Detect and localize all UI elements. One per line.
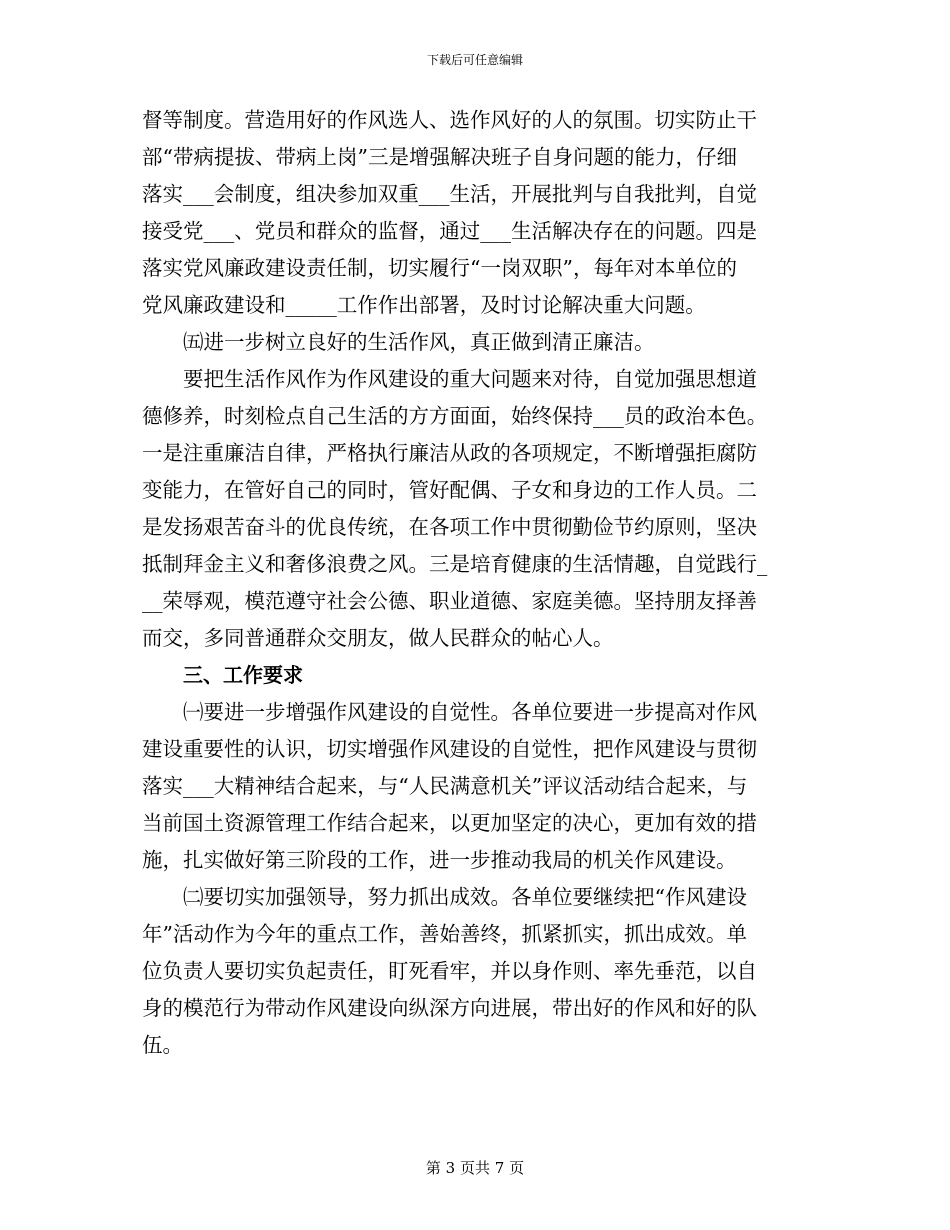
body-line: 建设重要性的认识，切实增强作风建设的自觉性，把作风建设与贯彻 — [142, 737, 757, 761]
body-line: 伍。 — [142, 1033, 183, 1057]
body-line: 落实党风廉政建设责任制，切实履行“一岗双职”，每年对本单位的 — [142, 256, 737, 280]
body-line: 变能力，在管好自己的同时，管好配偶、子女和身边的工作人员。二 — [142, 478, 757, 502]
document-body — [142, 102, 810, 1064]
body-line: 当前国土资源管理工作结合起来，以更加坚定的决心，更加有效的措 — [142, 811, 757, 835]
body-line: 身的模范行为带动作风建设向纵深方向进展，带出好的作风和好的队 — [142, 996, 757, 1020]
section-heading: 三、工作要求 — [183, 663, 303, 687]
body-line: 位负责人要切实负起责任，盯死看牢，并以身作则、率先垂范，以自 — [142, 959, 757, 983]
body-line: 党风廉政建设和_____工作作出部署，及时讨论解决重大问题。 — [142, 293, 706, 317]
body-line: 落实___大精神结合起来，与“人民满意机关”评议活动结合起来，与 — [142, 774, 748, 798]
body-line: 而交，多同普通群众交朋友，做人民群众的帖心人。 — [142, 626, 614, 650]
paragraph-first-line: ㈡要切实加强领导，努力抓出成效。各单位要继续把“作风建设 — [183, 885, 747, 909]
body-line: __荣辱观，模范遵守社会公德、职业道德、家庭美德。坚持朋友择善 — [142, 589, 757, 613]
body-line: 一是注重廉洁自律，严格执行廉洁从政的各项规定，不断增强拒腐防 — [142, 441, 757, 465]
paragraph-first-line: ㈠要进一步增强作风建设的自觉性。各单位要进一步提高对作风 — [183, 700, 757, 724]
paragraph-first-line: 要把生活作风作为作风建设的重大问题来对待，自觉加强思想道 — [183, 367, 757, 391]
body-line: 接受党___、党员和群众的监督，通过___生活解决存在的问题。四是 — [142, 219, 757, 243]
body-line: 年”活动作为今年的重点工作，善始善终，抓紧抓实，抓出成效。单 — [142, 922, 747, 946]
body-line: 落实___会制度，组决参加双重___生活，开展批判与自我批判，自觉 — [142, 182, 757, 206]
body-line: 部“带病提拔、带病上岗”三是增强解决班子自身问题的能力，仔细 — [142, 145, 737, 169]
page-footer: 第 3 页共 7 页 — [425, 1159, 525, 1177]
subsection-heading: ㈤进一步树立良好的生活作风，真正做到清正廉洁。 — [183, 330, 655, 354]
body-line: 抵制拜金主义和奢侈浪费之风。三是培育健康的生活情趣，自觉践行_ — [142, 552, 768, 576]
body-line: 施，扎实做好第三阶段的工作，进一步推动我局的机关作风建设。 — [142, 848, 737, 872]
page-header: 下载后可任意编辑 — [426, 53, 523, 67]
body-line: 督等制度。营造用好的作风选人、选作风好的人的氛围。切实防止干 — [142, 108, 757, 132]
body-line: 德修养，时刻检点自己生活的方方面面，始终保持___员的政治本色。 — [142, 404, 768, 428]
body-line: 是发扬艰苦奋斗的优良传统，在各项工作中贯彻勤俭节约原则，坚决 — [142, 515, 757, 539]
